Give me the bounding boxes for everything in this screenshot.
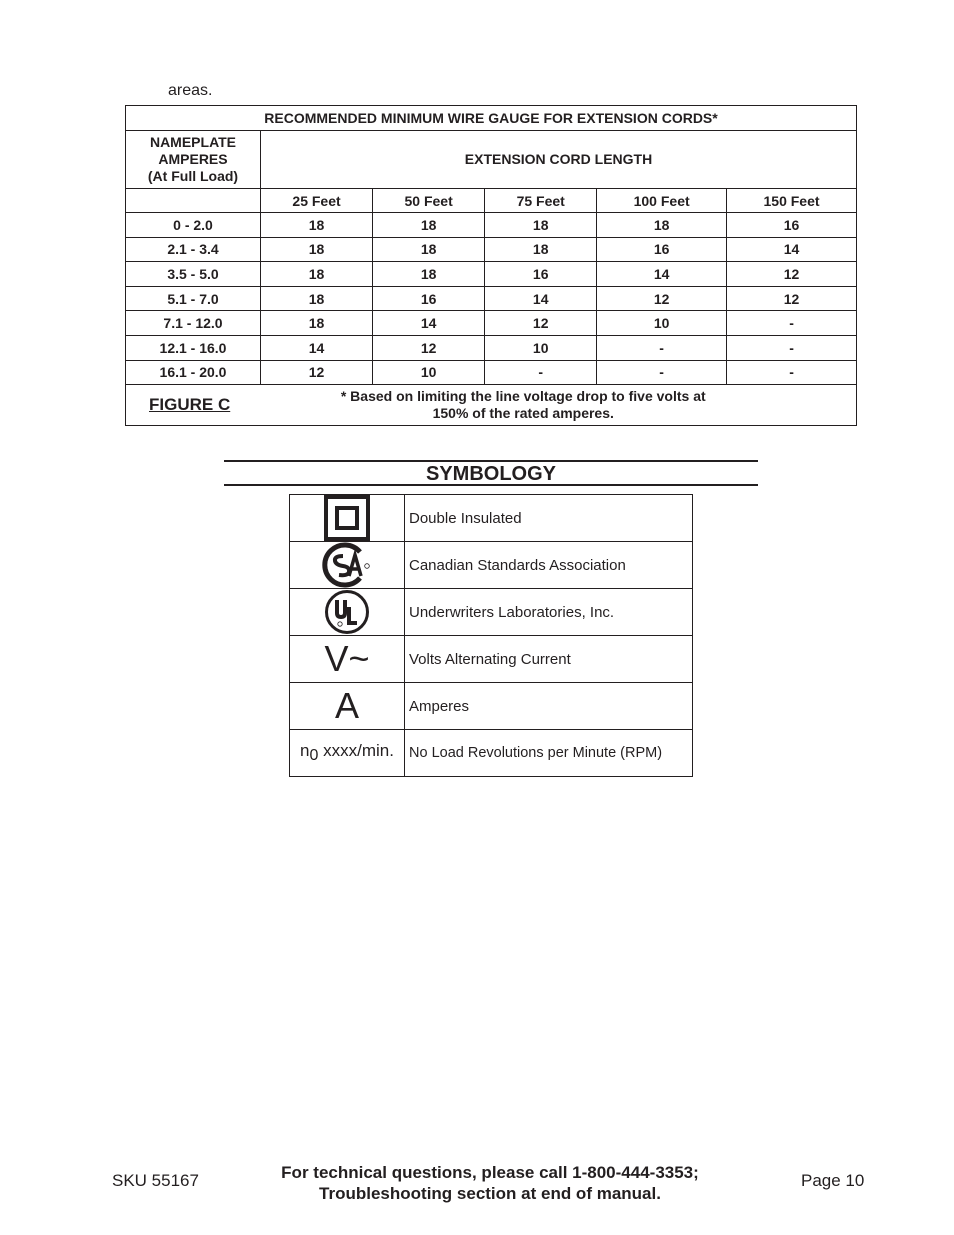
amps-cell: 16.1 - 20.0: [126, 360, 261, 385]
column-header: 150 Feet: [727, 189, 857, 213]
symbology-heading: SYMBOLOGY: [224, 460, 758, 486]
table-row: [126, 360, 857, 385]
gauge-cell: -: [597, 360, 727, 385]
intro-text: areas.: [168, 82, 213, 99]
gauge-cell: 12: [373, 335, 485, 360]
sku-number: SKU 55167: [112, 1171, 199, 1190]
gauge-cell: 16: [373, 286, 485, 311]
gauge-cell: 18: [373, 262, 485, 287]
gauge-cell: 18: [597, 213, 727, 238]
gauge-cell: 12: [727, 286, 857, 311]
gauge-cell: 12: [727, 262, 857, 287]
gauge-cell: 14: [597, 262, 727, 287]
symbol-cell: [290, 683, 405, 730]
symbology-table: [289, 494, 693, 777]
gauge-cell: 10: [597, 311, 727, 336]
column-header: 50 Feet: [373, 189, 485, 213]
symbol-row: [290, 589, 693, 636]
symbol-description: Canadian Standards Association: [405, 542, 693, 589]
amps-cell: 7.1 - 12.0: [126, 311, 261, 336]
gauge-cell: 10: [373, 360, 485, 385]
double-insulated-icon: [324, 495, 370, 541]
gauge-cell: 18: [261, 213, 373, 238]
gauge-cell: 18: [261, 237, 373, 262]
gauge-cell: 12: [261, 360, 373, 385]
wire-gauge-table: [125, 105, 857, 426]
table-row: [126, 262, 857, 287]
gauge-cell: 18: [261, 311, 373, 336]
gauge-cell: 12: [597, 286, 727, 311]
nameplate-header-line: (At Full Load): [147, 168, 239, 184]
gauge-cell: 12: [485, 311, 597, 336]
column-header: 25 Feet: [261, 189, 373, 213]
gauge-cell: 18: [373, 213, 485, 238]
gauge-cell: -: [727, 360, 857, 385]
amperes-symbol: A: [334, 685, 359, 726]
table-row: [126, 213, 857, 238]
gauge-cell: 14: [727, 237, 857, 262]
gauge-cell: -: [727, 335, 857, 360]
gauge-cell: 18: [373, 237, 485, 262]
symbol-cell: [290, 730, 405, 777]
table-row: [126, 286, 857, 311]
footnote-line: * Based on limiting the line voltage drop to five volts at: [340, 388, 706, 405]
technical-contact-line: Troubleshooting section at end of manual.: [319, 1184, 661, 1203]
table-row: [126, 237, 857, 262]
column-header: 75 Feet: [485, 189, 597, 213]
amps-cell: 12.1 - 16.0: [126, 335, 261, 360]
rpm-symbol-tail: xxxx/min.: [318, 741, 394, 760]
symbol-description: No Load Revolutions per Minute (RPM): [405, 730, 693, 777]
symbol-description: Amperes: [405, 683, 693, 730]
amps-cell: 0 - 2.0: [126, 213, 261, 238]
ul-logo-icon: [324, 589, 370, 635]
symbol-description: Double Insulated: [405, 495, 693, 542]
table-footnote: [261, 385, 857, 426]
gauge-cell: 18: [485, 213, 597, 238]
symbol-row: [290, 636, 693, 683]
empty-header-cell: [126, 189, 261, 213]
symbol-description: Underwriters Laboratories, Inc.: [405, 589, 693, 636]
table-title: RECOMMENDED MINIMUM WIRE GAUGE FOR EXTENSION CORDS*: [126, 106, 857, 131]
technical-contact: [240, 1162, 740, 1204]
gauge-cell: 18: [261, 286, 373, 311]
nameplate-header-line: AMPERES: [158, 151, 228, 167]
gauge-cell: 18: [261, 262, 373, 287]
figure-label: FIGURE C: [126, 385, 261, 426]
symbol-cell: [290, 636, 405, 683]
nameplate-header: [126, 131, 261, 189]
table-row: [126, 311, 857, 336]
gauge-cell: 16: [485, 262, 597, 287]
amps-cell: 5.1 - 7.0: [126, 286, 261, 311]
gauge-cell: -: [727, 311, 857, 336]
amps-cell: 2.1 - 3.4: [126, 237, 261, 262]
page-number: Page 10: [801, 1171, 865, 1190]
technical-contact-line: For technical questions, please call 1-800-444-3353;: [281, 1163, 699, 1182]
gauge-cell: 10: [485, 335, 597, 360]
symbol-row: [290, 495, 693, 542]
no-load-rpm-symbol: [300, 741, 394, 764]
table-row: [126, 335, 857, 360]
gauge-cell: 14: [261, 335, 373, 360]
footnote-line: 150% of the rated amperes.: [432, 405, 614, 422]
symbol-cell: [290, 542, 405, 589]
gauge-cell: -: [597, 335, 727, 360]
symbol-description: Volts Alternating Current: [405, 636, 693, 683]
rpm-symbol-subscript: 0: [309, 747, 319, 764]
csa-logo-icon: [322, 542, 372, 588]
gauge-cell: 16: [597, 237, 727, 262]
gauge-cell: 14: [485, 286, 597, 311]
symbol-row: [290, 683, 693, 730]
gauge-cell: 14: [373, 311, 485, 336]
nameplate-header-line: NAMEPLATE: [149, 134, 237, 150]
symbol-cell: [290, 589, 405, 636]
symbol-row: [290, 730, 693, 777]
amps-cell: 3.5 - 5.0: [126, 262, 261, 287]
gauge-cell: 18: [485, 237, 597, 262]
symbol-cell: [290, 495, 405, 542]
symbol-row: [290, 542, 693, 589]
column-header: 100 Feet: [597, 189, 727, 213]
length-header: EXTENSION CORD LENGTH: [261, 131, 857, 189]
volts-ac-symbol: V~: [324, 638, 370, 679]
gauge-cell: -: [485, 360, 597, 385]
rpm-symbol-main: n: [300, 741, 310, 760]
gauge-cell: 16: [727, 213, 857, 238]
